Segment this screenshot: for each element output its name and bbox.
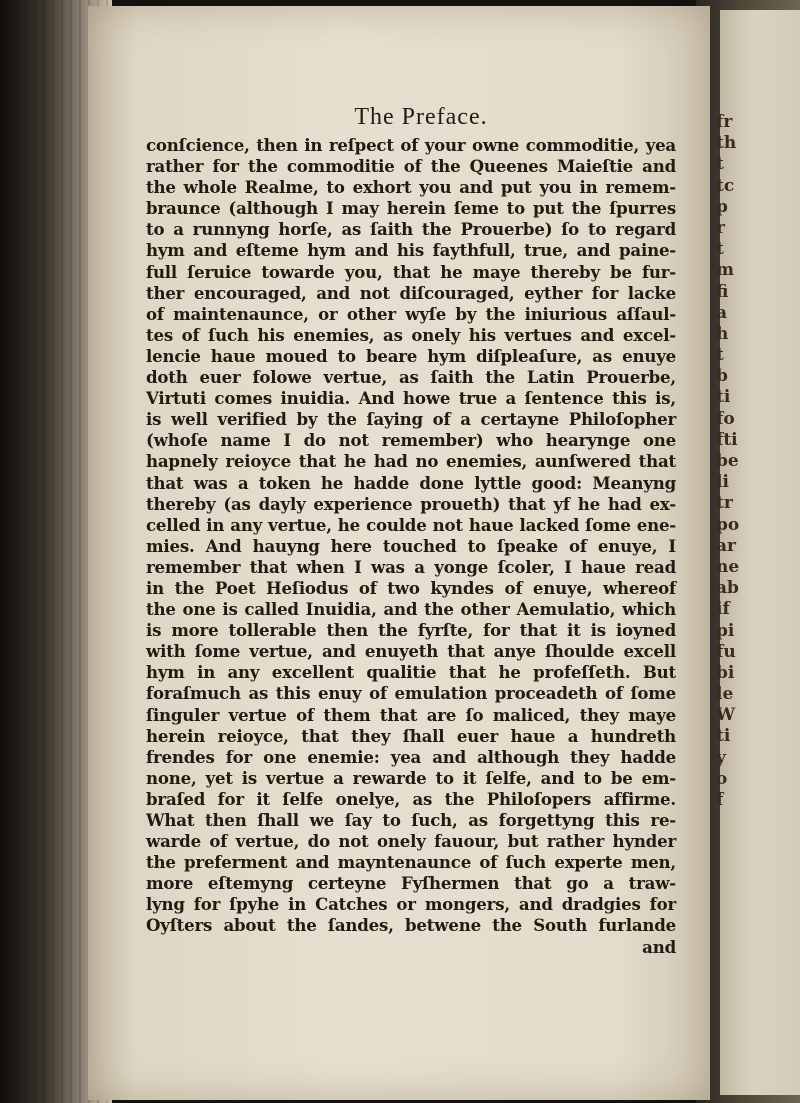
text-line: to a runnyng horſe, as ſaith the Prouerbe) ſo to regard [146, 219, 676, 240]
facing-page-fragment-text: tc [716, 175, 735, 196]
facing-page-fragment-text: pi [716, 620, 735, 641]
facing-page-fragment-text: f [716, 790, 724, 810]
text-line: Virtuti comes inuidia. And howe true a ſentence this is, [146, 388, 676, 409]
text-line: is more tollerable then the fyrſte, for that it is ioyned [146, 620, 676, 641]
body-text [146, 135, 676, 958]
text-line: thereby (as dayly experience proueth) that yf he had ex- [146, 493, 676, 514]
text-line: braſed for it ſelfe onelye, as the Philoſopers affirme. [146, 788, 676, 809]
facing-page-fragment-text: fi [716, 281, 729, 302]
text-line: is well verified by the ſaying of a certayne Philoſopher [146, 409, 676, 430]
text-line: more eſtemyng certeyne Fyſhermen that go a traw- [146, 873, 676, 894]
facing-page-fragment-text: bi [716, 662, 735, 683]
text-line: tes of ſuch his enemies, as onely his vertues and excel- [146, 324, 676, 345]
text-line: that was a token he hadde done lyttle good: Meanyng [146, 472, 676, 493]
facing-page-fragment-text: r [716, 217, 725, 238]
facing-page-fragment-text: m [716, 260, 734, 281]
facing-page-fragment-text: ar [716, 535, 736, 556]
text-line: herein reioyce, that they ſhall euer haue a hundreth [146, 725, 676, 746]
text-line: the one is called Inuidia, and the other Aemulatio, which [146, 599, 676, 620]
facing-page-fragment-text: t [716, 154, 724, 175]
text-line: ther encouraged, and not diſcouraged, eyther for lacke [146, 282, 676, 303]
facing-page-fragment-text: fti [716, 429, 738, 450]
text-line: lencie haue moued to beare hym diſpleaſure, as enuye [146, 345, 676, 366]
text-line: of maintenaunce, or other wyſe by the iniurious aſſaul- [146, 303, 676, 324]
text-line: in the Poet Heſiodus of two kyndes of enuye, whereof [146, 577, 676, 598]
text-line: doth euer folowe vertue, as ſaith the Latin Prouerbe, [146, 367, 676, 388]
text-line: none, yet is vertue a rewarde to it ſelfe, and to be em- [146, 767, 676, 788]
text-line: conſcience, then in reſpect of your owne commoditie, yea [146, 135, 676, 155]
text-line: the whole Realme, to exhort you and put you in remem- [146, 177, 676, 198]
text-line: (whoſe name I do not remember) who hearynge one [146, 430, 676, 451]
facing-page-text-fragments [716, 112, 756, 811]
text-line: hapnely reioyce that he had no enemies, aunſwered that [146, 451, 676, 472]
text-line: hym in any excellent qualitie that he profeſſeth. But [146, 662, 676, 683]
text-line: and [642, 936, 676, 957]
facing-page-fragment-text: po [716, 514, 740, 535]
text-line: lyng for ſpyhe in Catches or mongers, and dradgies for [146, 894, 676, 915]
text-line: hym and eſteme hym and his faythfull, true, and paine- [146, 240, 676, 261]
facing-page-fragment-text: if [716, 599, 730, 620]
text-line: the preferment and mayntenaunce of ſuch experte men, [146, 852, 676, 873]
facing-page-fragment-text: t [716, 345, 724, 366]
facing-page-fragment-text: y [716, 747, 726, 768]
text-line: full ſeruice towarde you, that he maye thereby be fur- [146, 261, 676, 282]
text-line: rather for the commoditie of the Queenes Maieſtie and [146, 156, 676, 177]
facing-page-fragment-text: ti [716, 387, 731, 408]
text-line: What then ſhall we ſay to ſuch, as forgettyng this re- [146, 810, 676, 830]
text-line: warde of vertue, do not onely fauour, but rather hynder [146, 831, 676, 852]
text-line: forаſmuch as this enuy of emulation proceadeth of ſome [146, 683, 676, 704]
facing-page-fragment-text: o [716, 768, 728, 789]
facing-page-fragment-text: W [716, 705, 736, 726]
text-line: celled in any vertue, he coulde not haue lacked ſome ene- [146, 514, 676, 535]
facing-page-fragment-text: be [716, 451, 739, 471]
facing-page-fragment-text: ab [716, 578, 739, 599]
facing-page-fragment-text: th [716, 133, 737, 154]
running-head: The Preface. [354, 104, 488, 130]
facing-page-fragment-text: p [716, 196, 728, 217]
text-line: with ſome vertue, and enuyeth that anye ſhoulde excell [146, 641, 676, 662]
text-line: mies. And hauyng here touched to ſpeake of enuye, I [146, 535, 676, 556]
facing-page-fragment-text: a [716, 302, 728, 323]
facing-page-fragment-text: fu [716, 641, 736, 662]
text-line: Oyſters about the ſandes, betwene the South furlande [146, 915, 676, 936]
text-line: braunce (although I may herein ſeme to put the ſpurres [146, 198, 676, 219]
facing-page-fragment-text: fo [716, 408, 735, 429]
facing-page-fragment-text: ti [716, 726, 731, 747]
text-line: remember that when I was a yonge ſcoler, I haue read [146, 556, 676, 577]
facing-page-fragment-text: tr [716, 493, 733, 514]
facing-page-fragment-text: li [716, 472, 729, 493]
facing-page-fragment-text: h [716, 323, 729, 344]
facing-page-fragment-text: ne [716, 556, 740, 577]
text-line: frendes for one enemie: yea and although they hadde [146, 746, 676, 767]
facing-page-fragment-text: t [716, 239, 724, 260]
page-text-block [146, 104, 676, 958]
text-line: ſinguler vertue of them that are ſo maliced, they maye [146, 704, 676, 725]
facing-page-fragment-text: le [716, 684, 734, 705]
facing-page-fragment-text: b [716, 366, 728, 387]
facing-page-fragment-text: fr [716, 112, 733, 132]
